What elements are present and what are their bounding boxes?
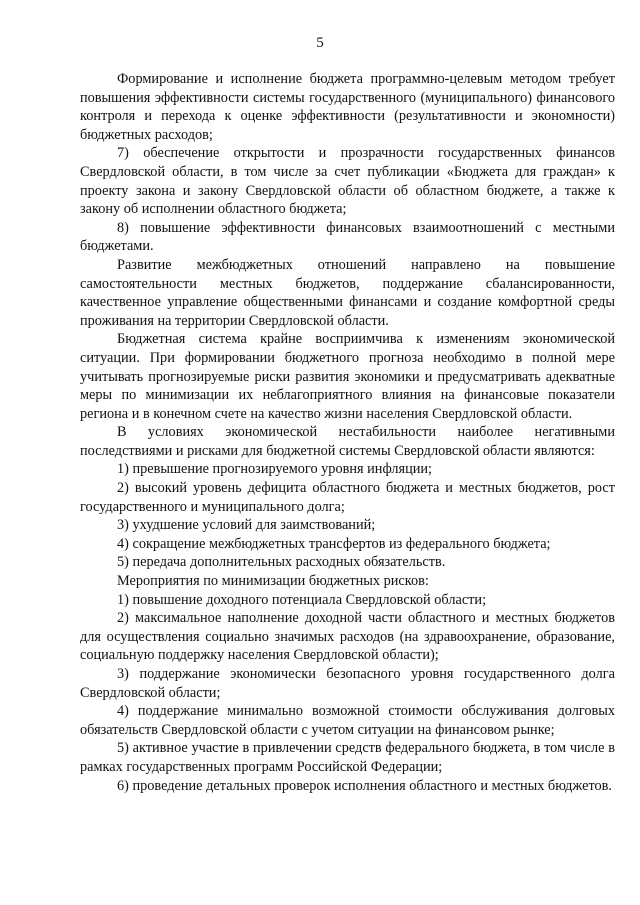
list-item: 4) поддержание минимально возможной стоимости обслуживания долговых обязательств Свердловской области с учетом ситуации на финансовом рынке; (80, 703, 615, 738)
list-item: 8) повышение эффективности финансовых взаимоотношений с местными бюджетами. (80, 219, 615, 255)
list-item: 7) обеспечение открытости и прозрачности государственных финансов Свердловской области, в том числе за счет публикации «Бюджета для граждан» к проекту закона и закону Свердловской области об областном бюджете, а также к закону об исполнении областного бюджета; (80, 145, 615, 218)
list-item: 1) повышение доходного потенциала Свердловской области; (117, 591, 487, 608)
paragraph: Развитие межбюджетных отношений направлено на повышение самостоятельности местных бюджетов, поддержание сбалансированности, качественное управление общественными финансами и создание комфортной среды проживания на территории Свердловской области. (80, 256, 615, 329)
paragraph: Бюджетная система крайне восприимчива к изменениям экономической ситуации. При формировании бюджетного прогноза необходимо в полной мере учитывать прогнозируемые риски развития экономики и предусматривать адекватные меры по минимизации их неблагоприятного влияния на финансовые показатели региона и в конечном счете на качество жизни населения Свердловской области. (80, 331, 615, 422)
list-item: 2) максимальное наполнение доходной части областного и местных бюджетов для осуществления социально значимых расходов (на здравоохранение, образование, социальную поддержку населения Свердловской области); (80, 610, 615, 664)
list-item: 1) превышение прогнозируемого уровня инфляции; (117, 461, 433, 478)
paragraph: Формирование и исполнение бюджета программно-целевым методом требует повышения эффективности системы государственного (муниципального) финансового контроля и перехода к оценке эффективности (результативности и экономности) бюджетных расходов; (80, 71, 615, 143)
list-item: 3) ухудшение условий для заимствований; (117, 517, 376, 534)
list-item: 5) передача дополнительных расходных обязательств. (117, 554, 446, 571)
paragraph: В условиях экономической нестабильности наиболее негативными последствиями и рисками для бюджетной системы Свердловской области являются: (80, 424, 615, 459)
list-item: 2) высокий уровень дефицита областного бюджета и местных бюджетов, рост государственного и муниципального долга; (80, 480, 615, 515)
list-item: 3) поддержание экономически безопасного уровня государственного долга Свердловской области; (80, 666, 615, 701)
list-item: 6) проведение детальных проверок исполнения областного и местных бюджетов. (117, 777, 613, 794)
list-item: 4) сокращение межбюджетных трансфертов из федерального бюджета; (117, 535, 551, 552)
document-body (80, 70, 615, 795)
paragraph: Мероприятия по минимизации бюджетных рисков: (117, 573, 429, 590)
list-item: 5) активное участие в привлечении средств федерального бюджета, в том числе в рамках государственных программ Российской Федерации; (80, 740, 615, 775)
page-number: 5 (316, 35, 324, 51)
